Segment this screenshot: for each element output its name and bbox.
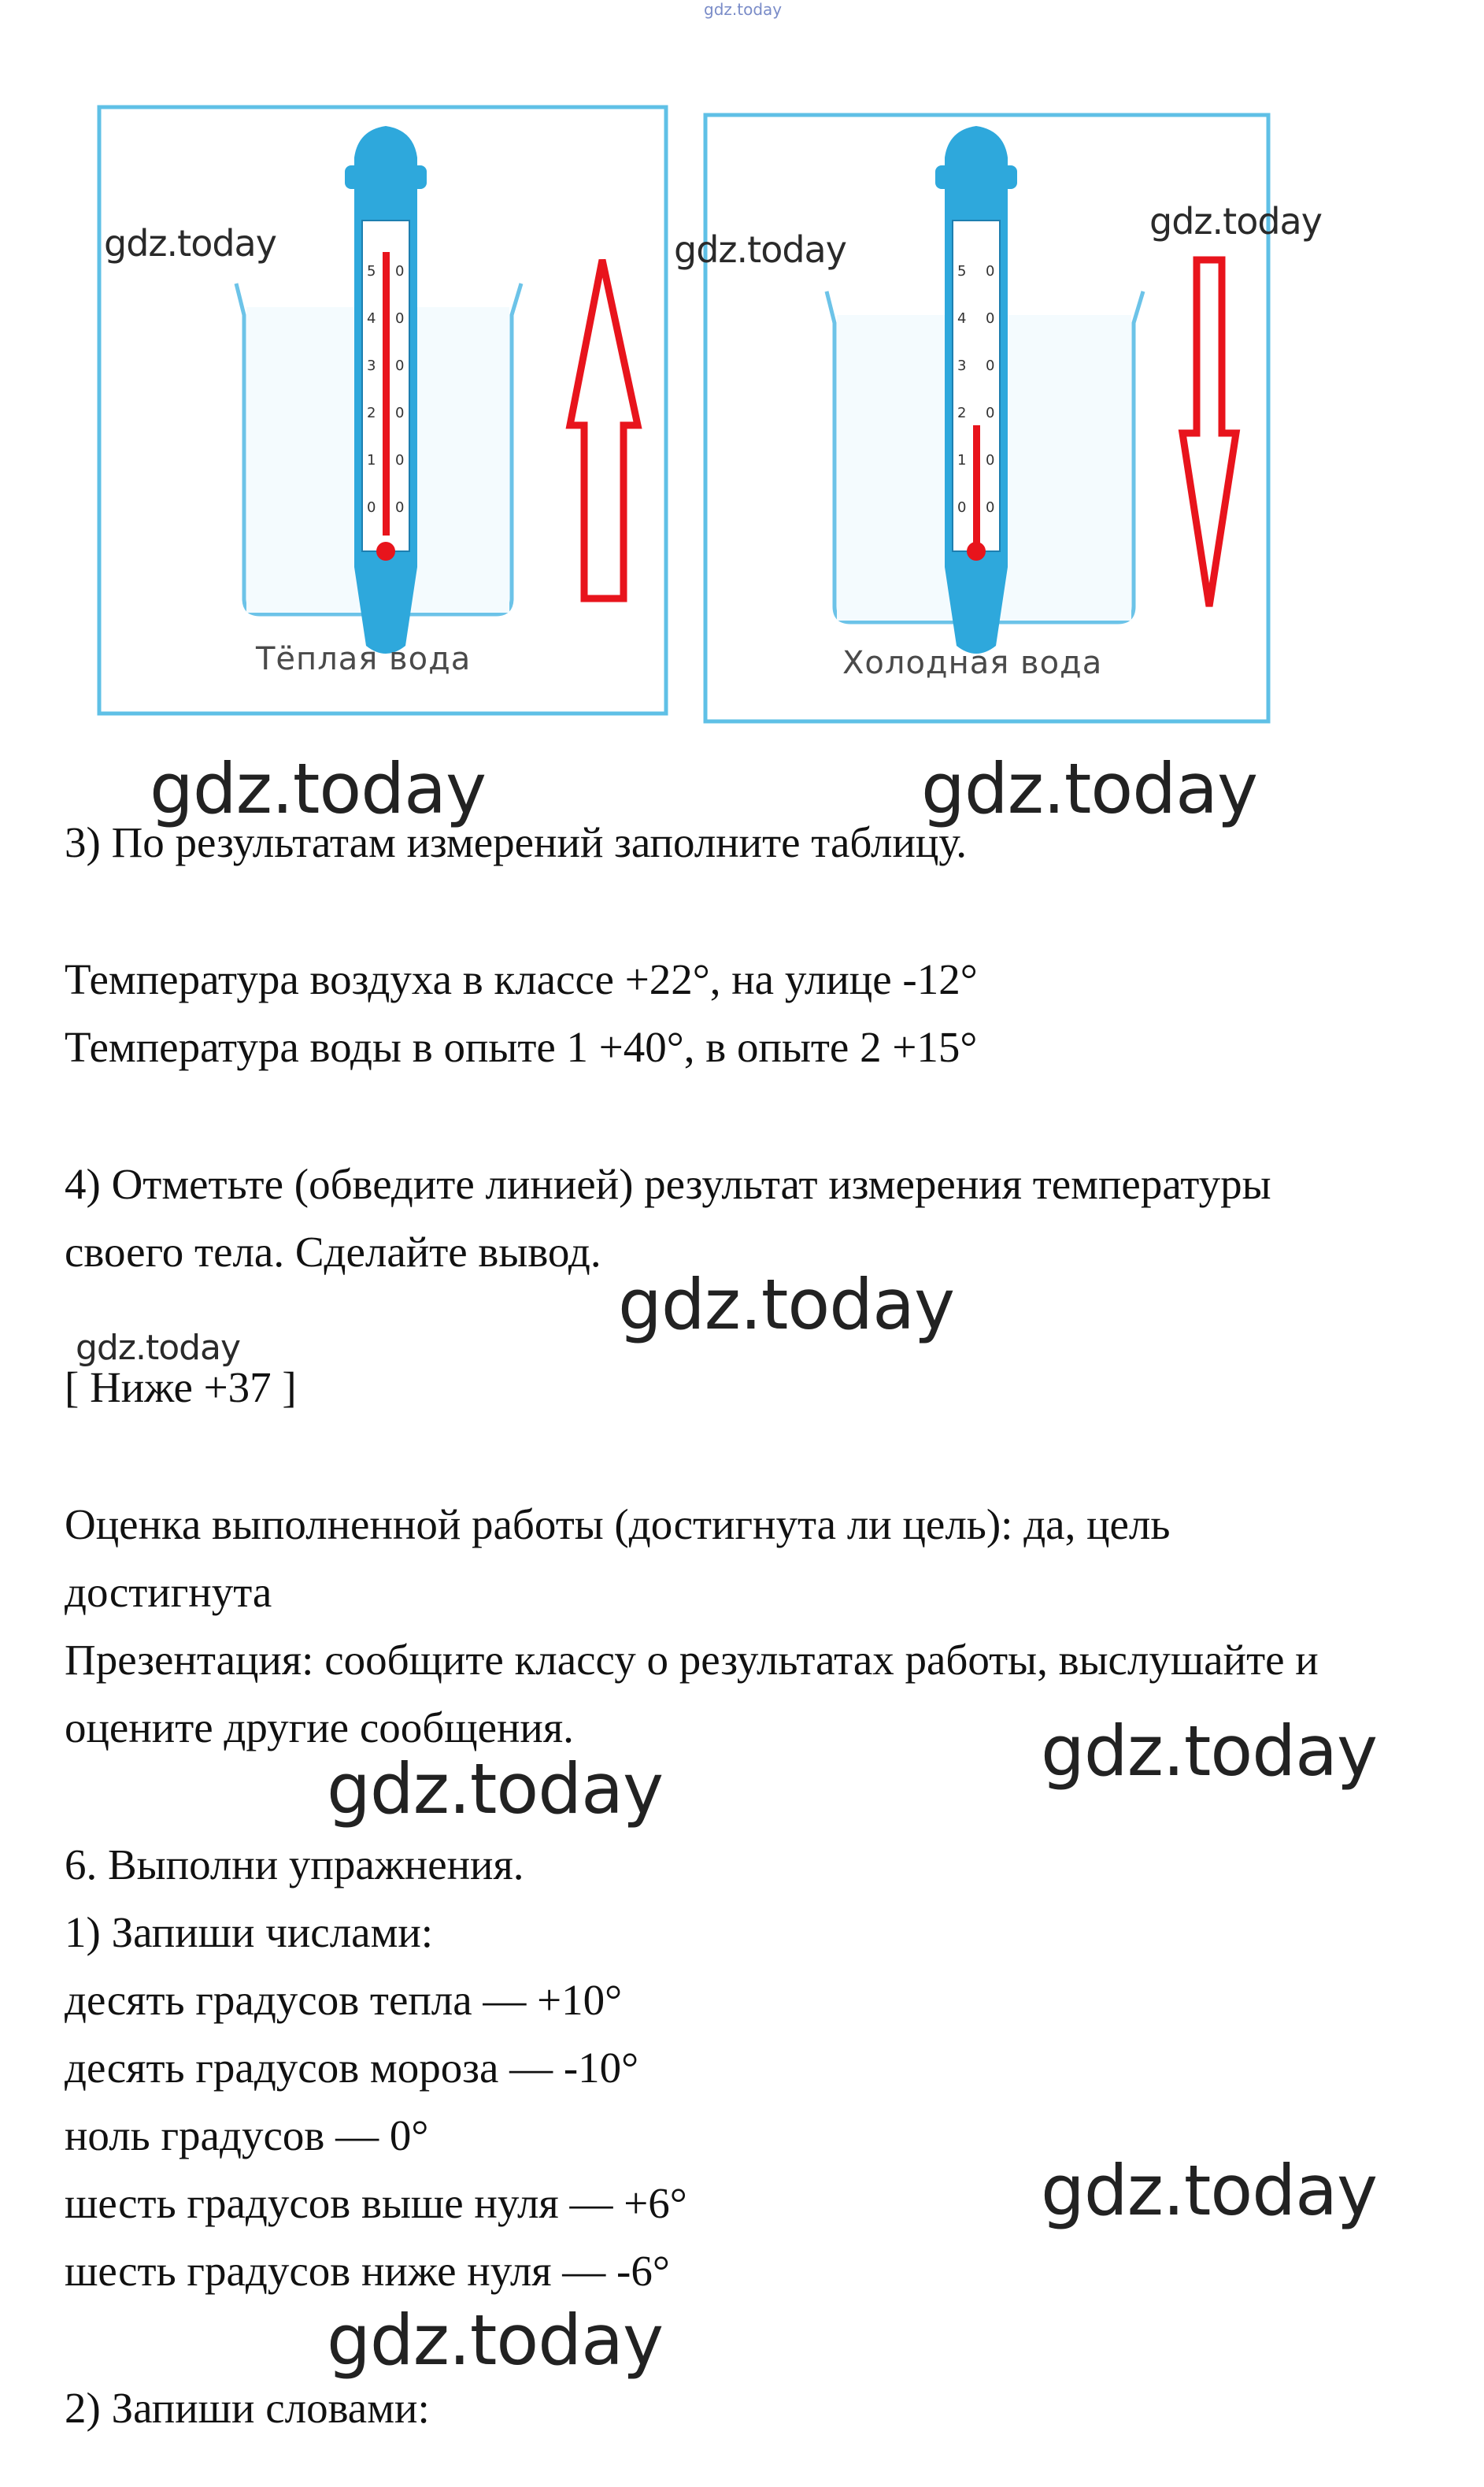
cold-tick-z2: 0 [986,405,995,421]
warm-tick-3: 3 [367,358,376,374]
watermark-6: gdz.today [327,1748,664,1829]
answer-line-2: десять градусов мороза — -10° [65,2044,639,2092]
cold-water-figure [693,102,1283,732]
warm-tick-z5: 0 [395,263,405,280]
watermark-4: gdz.today [76,1328,241,1368]
watermark-2: gdz.today [921,748,1258,829]
warm-tick-z3: 0 [395,358,405,374]
watermark-fig-right: gdz.today [1149,200,1322,243]
watermark-1: gdz.today [150,748,487,829]
task-4-heading: 4) Отметьте (обведите линией) результат измерения температуры [65,1160,1271,1208]
air-temperature-line: Температура воздуха в классе +22°, на улице -12° [65,955,978,1003]
evaluation-line: Оценка выполненной работы (достигнута ли цель): да, цель [65,1500,1171,1548]
watermark-5: gdz.today [1041,1711,1378,1792]
warm-water-figure [87,95,677,725]
warm-caption: Тёплая вода [256,641,472,677]
cold-tick-z0: 0 [986,499,995,516]
warm-tick-z2: 0 [395,405,405,421]
cold-tick-1: 1 [957,452,967,469]
exercise-6-part-2: 2) Запиши словами: [65,2384,430,2432]
presentation-line: Презентация: сообщите классу о результатах работы, выслушайте и [65,1636,1319,1684]
cold-tick-3: 3 [957,358,967,374]
watermark-fig-mid: gdz.today [674,228,846,271]
water-temperature-line: Температура воды в опыте 1 +40°, в опыте 2 +15° [65,1023,978,1071]
warm-tick-5: 5 [367,263,376,280]
answer-line-5: шесть градусов ниже нуля — -6° [65,2247,670,2295]
cold-tick-z3: 0 [986,358,995,374]
watermark-top: gdz.today [704,0,783,19]
cold-thermometer [935,126,1017,654]
warm-tick-1: 1 [367,452,376,469]
warm-thermometer [345,126,427,654]
cold-tick-5: 5 [957,263,967,280]
answer-line-4: шесть градусов выше нуля — +6° [65,2179,687,2227]
task-4-heading-cont: своего тела. Сделайте вывод. [65,1228,601,1276]
warm-tick-2: 2 [367,405,376,421]
task-3-heading: 3) По результатам измерений заполните таблицу. [65,818,968,866]
answer-line-1: десять градусов тепла — +10° [65,1976,623,2024]
watermark-fig-left: gdz.today [104,222,276,265]
warm-tick-4: 4 [367,310,376,327]
warm-tick-0: 0 [367,499,376,516]
cold-caption: Холодная вода [842,645,1103,681]
answer-line-3: ноль градусов — 0° [65,2111,429,2159]
cold-tick-z5: 0 [986,263,995,280]
cold-tick-z4: 0 [986,310,995,327]
cold-tick-z1: 0 [986,452,995,469]
cold-tick-2: 2 [957,405,967,421]
exercise-6-heading: 6. Выполни упражнения. [65,1840,524,1888]
cold-tick-4: 4 [957,310,967,327]
cold-tick-0: 0 [957,499,967,516]
watermark-8: gdz.today [327,2300,664,2381]
task-4-answer: [ Ниже +37 ] [65,1363,297,1411]
watermark-3: gdz.today [618,1264,955,1345]
warm-tick-z1: 0 [395,452,405,469]
exercise-6-part-1: 1) Запиши числами: [65,1908,434,1956]
warm-tick-z0: 0 [395,499,405,516]
presentation-line-cont: оцените другие сообщения. [65,1703,574,1751]
evaluation-line-cont: достигнута [65,1568,272,1616]
watermark-7: gdz.today [1041,2150,1378,2231]
warm-tick-z4: 0 [395,310,405,327]
